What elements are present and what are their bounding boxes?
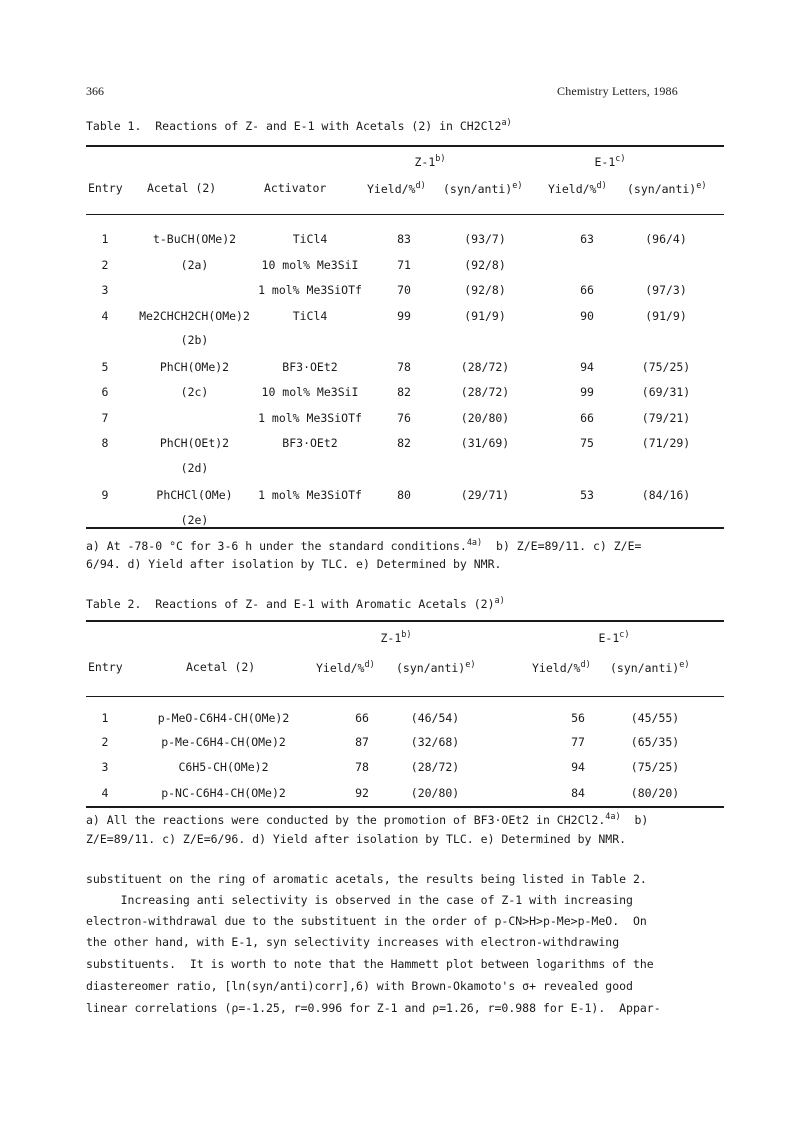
table1-cell-z-ratio: (20/80) xyxy=(460,411,510,425)
table1-cell-acetal: (2e) xyxy=(180,513,209,527)
table2-cell-z-yield: 92 xyxy=(355,786,369,800)
table1-e-group-header: E-1$^{c)}$ xyxy=(594,154,626,169)
table1-header-acetal: Acetal (2) xyxy=(147,181,217,195)
table1-cell-acetal: (2c) xyxy=(180,385,209,399)
table2-header-rule xyxy=(86,696,724,697)
table1-cell-e-yield: 75 xyxy=(580,436,594,450)
table1-cell-acetal: PhCHCl(OMe) xyxy=(156,488,233,502)
table1-header-rule xyxy=(86,214,724,215)
table2-cell-entry: 3 xyxy=(101,760,109,774)
table1-cell-e-yield: 66 xyxy=(580,283,594,297)
table2-cell-z-yield: 66 xyxy=(355,711,369,725)
table1-cell-activator: 10 mol% Me3SiI xyxy=(261,385,359,399)
table1-cell-acetal: (2b) xyxy=(180,333,209,347)
table2-cell-e-yield: 94 xyxy=(571,760,585,774)
table1-cell-e-yield: 53 xyxy=(580,488,594,502)
table1-cell-e-ratio: (97/3) xyxy=(645,283,687,297)
table1-cell-entry: 2 xyxy=(101,258,109,272)
body-text-line: substituent on the ring of aromatic acetals, the results being listed in Table 2. xyxy=(86,872,647,886)
table2-cell-e-yield: 84 xyxy=(571,786,585,800)
table2-cell-z-ratio: (20/80) xyxy=(410,786,460,800)
body-text-line: the other hand, with E-1, syn selectivity increases with electron-withdrawing xyxy=(86,935,620,949)
table2-cell-acetal: C6H5-CH(OMe)2 xyxy=(178,760,269,774)
table1-cell-activator: 1 mol% Me3SiOTf xyxy=(258,411,362,425)
table2-header-acetal: Acetal (2) xyxy=(186,660,256,674)
table1-cell-entry: 4 xyxy=(101,309,109,323)
table1-cell-activator: BF3·OEt2 xyxy=(282,360,338,374)
table1-z-group-header: Z-1$^{b)}$ xyxy=(414,154,446,169)
table1-cell-z-ratio: (29/71) xyxy=(460,488,510,502)
table1-cell-activator: TiCl4 xyxy=(292,309,328,323)
table2-cell-e-yield: 56 xyxy=(571,711,585,725)
table1-cell-z-yield: 80 xyxy=(397,488,411,502)
table1-header-e-yield: Yield/%$^{d)}$ xyxy=(548,181,607,196)
table1-cell-acetal: PhCH(OMe)2 xyxy=(159,360,230,374)
table1-cell-z-yield: 78 xyxy=(397,360,411,374)
table1-cell-z-yield: 82 xyxy=(397,385,411,399)
table1-cell-e-yield: 94 xyxy=(580,360,594,374)
table2-cell-z-ratio: (32/68) xyxy=(410,735,460,749)
table1-cell-z-ratio: (28/72) xyxy=(460,385,510,399)
table2-cell-acetal: p-NC-C6H4-CH(OMe)2 xyxy=(161,786,286,800)
table2-header-entry: Entry xyxy=(88,660,123,674)
table1-cell-z-ratio: (92/8) xyxy=(464,258,506,272)
table1-cell-entry: 9 xyxy=(101,488,109,502)
body-text-line: Increasing anti selectivity is observed in the case of Z-1 with increasing xyxy=(86,893,633,907)
table2-e-group-header: E-1$^{c)}$ xyxy=(598,630,630,645)
table1-top-rule xyxy=(86,145,724,147)
table1-cell-activator: BF3·OEt2 xyxy=(282,436,338,450)
table2-cell-e-ratio: (75/25) xyxy=(630,760,680,774)
table1-cell-entry: 7 xyxy=(101,411,109,425)
table2-cell-e-ratio: (80/20) xyxy=(630,786,680,800)
body-text-line: electron-withdrawal due to the substituent in the order of p-CN>H>p-Me>p-MeO. On xyxy=(86,914,647,928)
table2-footnote-2: Z/E=89/11. c) Z/E=6/96. d) Yield after isolation by TLC. e) Determined by NMR. xyxy=(86,832,627,846)
table1-header-z-ratio: (syn/anti)$^{e)}$ xyxy=(443,181,523,196)
table2-header-z-yield: Yield/%$^{d)}$ xyxy=(316,660,375,675)
table1-cell-e-ratio: (79/21) xyxy=(641,411,691,425)
table1-cell-activator: 1 mol% Me3SiOTf xyxy=(258,283,362,297)
table1-cell-z-yield: 82 xyxy=(397,436,411,450)
table1-cell-activator: 1 mol% Me3SiOTf xyxy=(258,488,362,502)
table1-caption: Table 1. Reactions of Z- and E-1 with Acetals (2) in CH2Cl2$^{a)}$ xyxy=(86,118,512,133)
body-text-line: diastereomer ratio, [ln(syn/anti)corr],6) with Brown-Okamoto's σ+ revealed good xyxy=(86,979,633,993)
table2-footnote-1: a) All the reactions were conducted by the promotion of BF3·OEt2 in CH2Cl2.$^{4a)}$ b) xyxy=(86,812,649,827)
table2-cell-acetal: p-Me-C6H4-CH(OMe)2 xyxy=(161,735,286,749)
table2-top-rule xyxy=(86,620,724,622)
table1-footnote-1: a) At -78-0 °C for 3-6 h under the standard conditions.$^{4a)}$ b) Z/E=89/11. c) Z/E= xyxy=(86,538,642,553)
table2-cell-z-ratio: (28/72) xyxy=(410,760,460,774)
table1-cell-e-ratio: (71/29) xyxy=(641,436,691,450)
table2-bottom-rule xyxy=(86,806,724,808)
table1-cell-entry: 5 xyxy=(101,360,109,374)
table2-cell-e-yield: 77 xyxy=(571,735,585,749)
table2-cell-acetal: p-MeO-C6H4-CH(OMe)2 xyxy=(157,711,290,725)
table2-caption: Table 2. Reactions of Z- and E-1 with Aromatic Acetals $(2)^{a)}$ xyxy=(86,596,505,611)
table1-cell-acetal: (2d) xyxy=(180,461,209,475)
table1-cell-e-ratio: (75/25) xyxy=(641,360,691,374)
table1-cell-e-ratio: (69/31) xyxy=(641,385,691,399)
journal-name: Chemistry Letters, 1986 xyxy=(557,84,678,98)
table1-cell-entry: 1 xyxy=(101,232,109,246)
table1-cell-e-yield: 63 xyxy=(580,232,594,246)
table2-header-e-yield: Yield/%$^{d)}$ xyxy=(532,660,591,675)
table1-footnote-2: 6/94. d) Yield after isolation by TLC. e) Determined by NMR. xyxy=(86,557,502,571)
table1-cell-e-ratio: (91/9) xyxy=(645,309,687,323)
table1-cell-entry: 3 xyxy=(101,283,109,297)
table1-cell-z-yield: 70 xyxy=(397,283,411,297)
table2-cell-entry: 4 xyxy=(101,786,109,800)
table1-cell-z-ratio: (93/7) xyxy=(464,232,506,246)
table2-header-e-ratio: (syn/anti)$^{e)}$ xyxy=(610,660,690,675)
table1-cell-acetal: t-BuCH(OMe)2 xyxy=(152,232,237,246)
table1-cell-z-yield: 71 xyxy=(397,258,411,272)
table2-cell-e-ratio: (45/55) xyxy=(630,711,680,725)
table1-cell-z-yield: 83 xyxy=(397,232,411,246)
table1-cell-acetal: PhCH(OEt)2 xyxy=(159,436,230,450)
table1-header-e-ratio: (syn/anti)$^{e)}$ xyxy=(627,181,707,196)
table1-cell-e-yield: 99 xyxy=(580,385,594,399)
table1-cell-entry: 6 xyxy=(101,385,109,399)
table1-bottom-rule xyxy=(86,527,724,529)
table1-cell-z-ratio: (31/69) xyxy=(460,436,510,450)
table1-cell-e-ratio: (84/16) xyxy=(641,488,691,502)
table1-header-entry: Entry xyxy=(88,181,123,195)
table2-cell-entry: 1 xyxy=(101,711,109,725)
table1-cell-e-yield: 66 xyxy=(580,411,594,425)
table2-header-z-ratio: (syn/anti)$^{e)}$ xyxy=(396,660,476,675)
table2-cell-z-yield: 87 xyxy=(355,735,369,749)
body-text-line: substituents. It is worth to note that the Hammett plot between logarithms of the xyxy=(86,957,654,971)
table1-cell-z-yield: 99 xyxy=(397,309,411,323)
table1-header-z-yield: Yield/%$^{d)}$ xyxy=(367,181,426,196)
table1-cell-z-ratio: (92/8) xyxy=(464,283,506,297)
table1-cell-acetal: (2a) xyxy=(180,258,209,272)
table1-cell-entry: 8 xyxy=(101,436,109,450)
table1-cell-activator: 10 mol% Me3SiI xyxy=(261,258,359,272)
table1-cell-z-ratio: (28/72) xyxy=(460,360,510,374)
table1-cell-z-ratio: (91/9) xyxy=(464,309,506,323)
page-number: 366 xyxy=(86,84,104,98)
table2-cell-z-ratio: (46/54) xyxy=(410,711,460,725)
table2-cell-e-ratio: (65/35) xyxy=(630,735,680,749)
table1-cell-e-yield: 90 xyxy=(580,309,594,323)
table1-cell-activator: TiCl4 xyxy=(292,232,328,246)
table1-cell-e-ratio: (96/4) xyxy=(645,232,687,246)
table1-cell-z-yield: 76 xyxy=(397,411,411,425)
table2-cell-entry: 2 xyxy=(101,735,109,749)
table2-z-group-header: Z-1$^{b)}$ xyxy=(380,630,412,645)
table2-cell-z-yield: 78 xyxy=(355,760,369,774)
table1-cell-acetal: Me2CHCH2CH(OMe)2 xyxy=(139,309,250,323)
table1-header-activator: Activator xyxy=(264,181,327,195)
body-text-line: linear correlations (ρ=-1.25, r=0.996 for Z-1 and ρ=1.26, r=0.988 for E-1). Appar- xyxy=(86,1001,661,1015)
